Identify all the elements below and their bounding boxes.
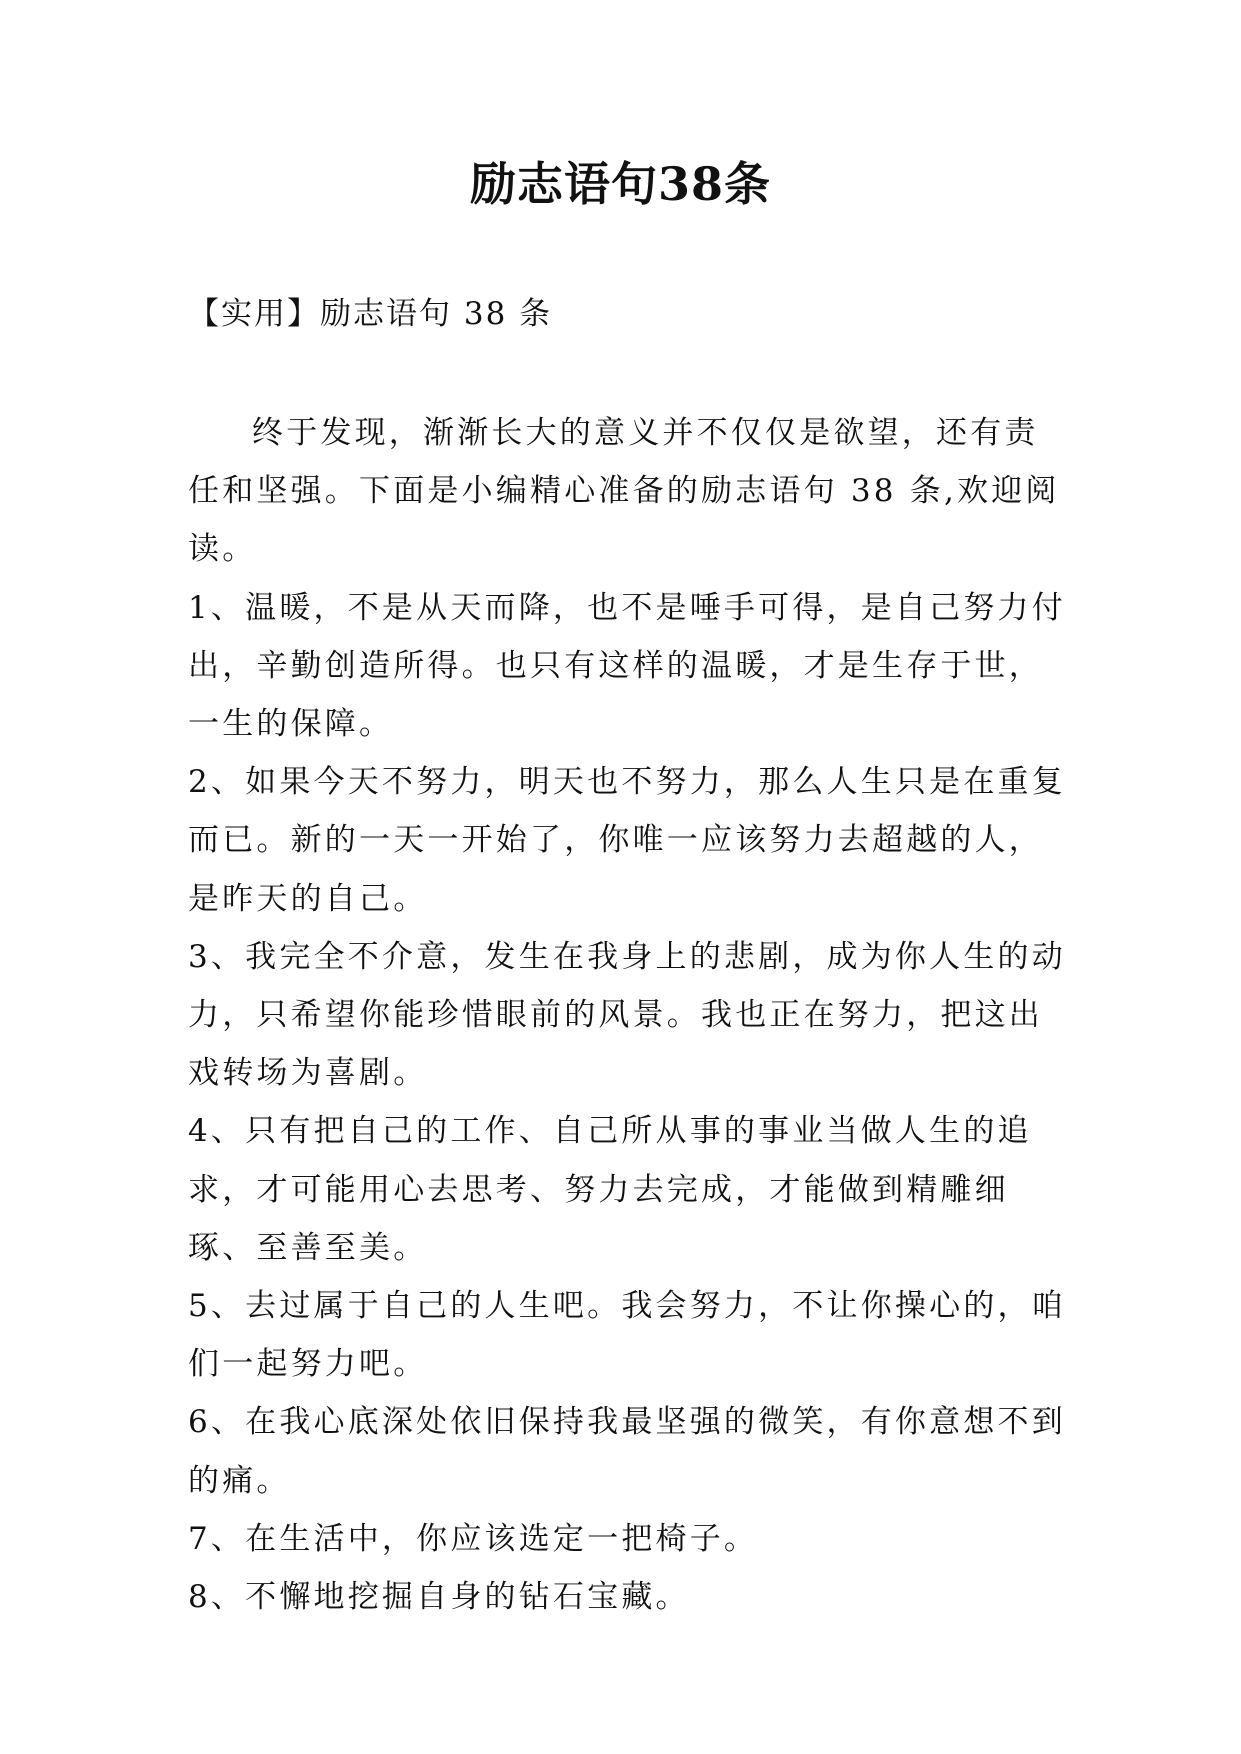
document-body <box>188 404 1068 1626</box>
list-item-1: 1、温暖，不是从天而降，也不是唾手可得，是自己努力付出，辛勤创造所得。也只有这样的温暖，才是生存于世，一生的保障。 <box>188 589 1066 743</box>
document-subtitle: 【实用】励志语句 38 条 <box>188 296 553 332</box>
list-item-5: 5、去过属于自己的人生吧。我会努力，不让你操心的，咱们一起努力吧。 <box>188 1288 1066 1383</box>
intro-paragraph: 终于发现，渐渐长大的意义并不仅仅是欲望，还有责任和坚强。下面是小编精心准备的励志语句 38 条,欢迎阅读。 <box>188 415 1060 568</box>
document-title: 励志语句38条 <box>469 157 771 211</box>
list-item-2: 2、如果今天不努力，明天也不努力，那么人生只是在重复而已。新的一天一开始了，你唯一应该努力去超越的人，是昨天的自己。 <box>188 764 1066 917</box>
list-item-6: 6、在我心底深处依旧保持我最坚强的微笑，有你意想不到的痛。 <box>188 1404 1066 1499</box>
list-item-4: 4、只有把自己的工作、自己所从事的事业当做人生的追求，才可能用心去思考、努力去完成，才能做到精雕细琢、至善至美。 <box>188 1113 1032 1266</box>
list-item-3: 3、我完全不介意，发生在我身上的悲剧，成为你人生的动力，只希望你能珍惜眼前的风景。我也正在努力，把这出戏转场为喜剧。 <box>188 938 1066 1092</box>
list-item-8: 8、不懈地挖掘自身的钻石宝藏。 <box>188 1579 690 1616</box>
list-item-7: 7、在生活中，你应该选定一把椅子。 <box>188 1520 759 1557</box>
